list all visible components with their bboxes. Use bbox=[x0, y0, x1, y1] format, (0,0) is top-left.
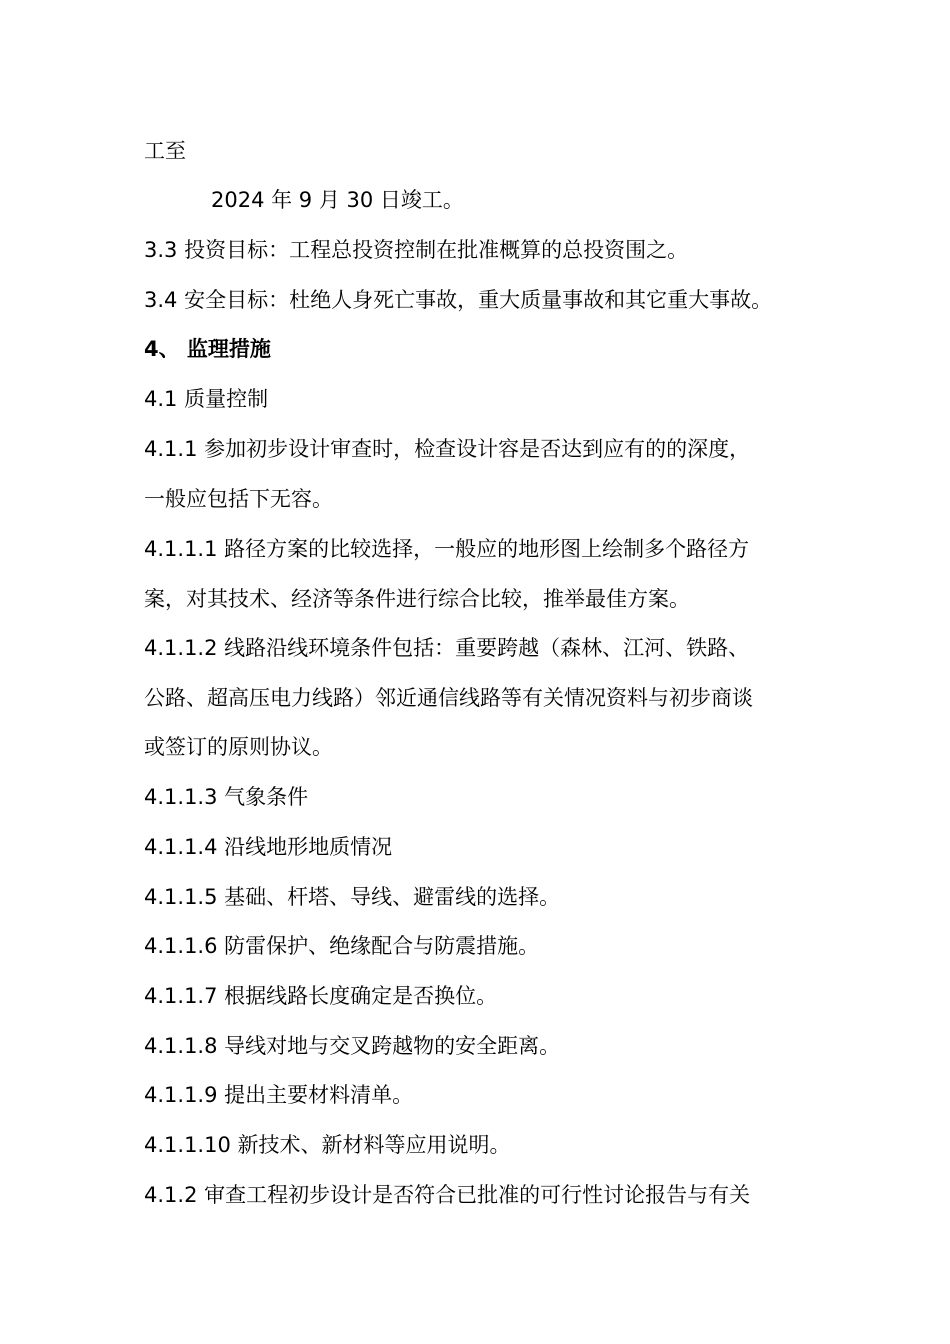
text-line: 4.1.1.5 基础、杆塔、导线、避雷线的选择。 bbox=[144, 885, 561, 909]
text-line: 4.1.1.3 气象条件 bbox=[144, 785, 309, 809]
text-line: 4.1.1.6 防雷保护、绝缘配合与防震措施。 bbox=[144, 934, 540, 958]
text-line: 4.1 质量控制 bbox=[144, 387, 269, 411]
text-line: 4.1.1.4 沿线地形地质情况 bbox=[144, 835, 393, 859]
text-line: 4.1.1.1 路径方案的比较选择，一般应的地形图上绘制多个路径方 bbox=[144, 537, 750, 561]
text-line: 4.1.1 参加初步设计审查时，检查设计容是否达到应有的的深度， bbox=[144, 437, 751, 461]
section-heading: 4、 监理措施 bbox=[144, 337, 271, 361]
text-line: 工至 bbox=[144, 139, 186, 163]
text-line: 4.1.1.10 新技术、新材料等应用说明。 bbox=[144, 1133, 511, 1157]
text-line: 2024 年 9 月 30 日竣工。 bbox=[211, 188, 464, 212]
text-line: 4.1.1.2 线路沿线环境条件包括：重要跨越（森林、江河、铁路、 bbox=[144, 636, 750, 660]
text-line: 或签订的原则协议。 bbox=[144, 735, 333, 759]
text-line: 4.1.1.7 根据线路长度确定是否换位。 bbox=[144, 984, 498, 1008]
text-line: 一般应包括下无容。 bbox=[144, 487, 333, 511]
text-line: 4.1.1.8 导线对地与交叉跨越物的安全距离。 bbox=[144, 1034, 561, 1058]
text-line: 案，对其技术、经济等条件进行综合比较，推举最佳方案。 bbox=[144, 587, 690, 611]
text-line: 4.1.1.9 提出主要材料清单。 bbox=[144, 1083, 414, 1107]
text-line: 公路、超高压电力线路）邻近通信线路等有关情况资料与初步商谈 bbox=[144, 686, 753, 710]
text-line: 3.4 安全目标：杜绝人身死亡事故，重大质量事故和其它重大事故。 bbox=[144, 288, 773, 312]
text-line: 3.3 投资目标：工程总投资控制在批准概算的总投资围之。 bbox=[144, 238, 689, 262]
text-line: 4.1.2 审查工程初步设计是否符合已批准的可行性讨论报告与有关 bbox=[144, 1183, 751, 1207]
